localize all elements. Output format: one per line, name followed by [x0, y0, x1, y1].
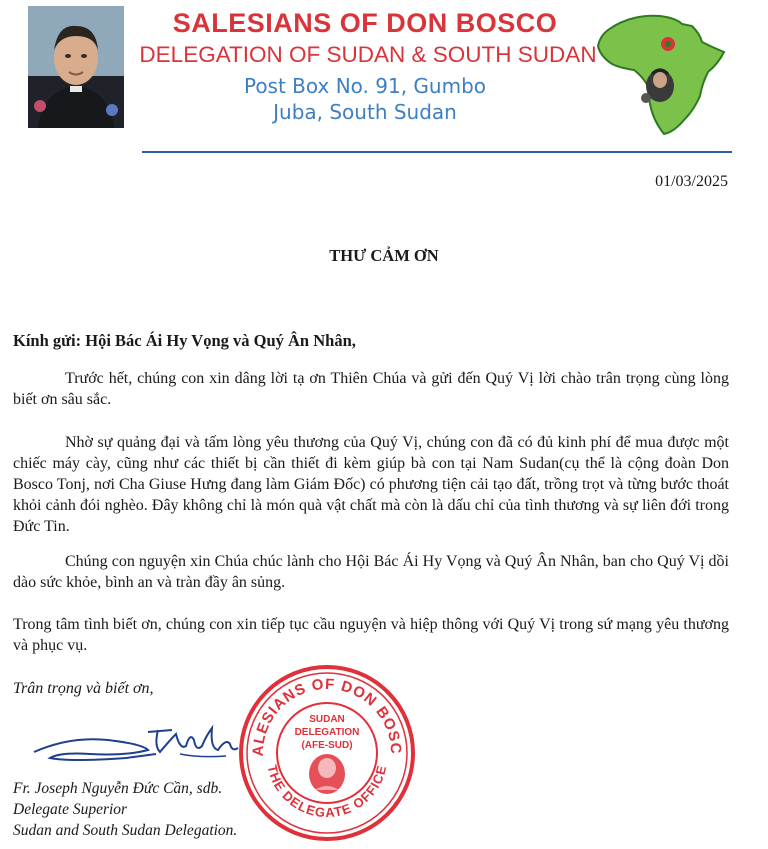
seal-outer-top: ALESIANS OF DON BOSC	[249, 675, 405, 757]
handwritten-signature	[30, 710, 255, 770]
seal-line-1: SUDAN	[309, 714, 345, 725]
signatory-role: Delegate Superior	[13, 801, 128, 818]
letter-title: THƯ CẢM ƠN	[329, 246, 439, 265]
delegation-name: DELEGATION OF SUDAN & SOUTH SUDAN	[139, 42, 597, 67]
africa-map-logo	[590, 8, 740, 138]
paragraph-1: Trước hết, chúng con xin dâng lời tạ ơn Thiên Chúa và gửi đến Quý Vị lời chào trân trọng cùng lòng biết ơn sâu sắc.	[13, 370, 729, 408]
header-divider	[142, 151, 732, 153]
don-bosco-portrait	[28, 6, 124, 128]
seal-outer-bottom: THE DELEGATE OFFICE	[264, 763, 390, 821]
address-line-1: Post Box No. 91, Gumbo	[243, 74, 487, 98]
letter-date: 01/03/2025	[655, 173, 728, 190]
signatory-name: Fr. Joseph Nguyễn Đức Cần, sdb.	[13, 780, 223, 797]
portrait-photo-icon	[28, 6, 124, 128]
paragraph-3: Chúng con nguyện xin Chúa chúc lành cho Hội Bác Ái Hy Vọng và Quý Ân Nhân, ban cho Quý Vị dồi dào sức khỏe, bình an và tràn đầy ân sủng.	[13, 553, 729, 591]
organization-name: SALESIANS OF DON BOSCO	[172, 8, 558, 38]
salutation: Kính gửi: Hội Bác Ái Hy Vọng và Quý Ân Nhân,	[13, 331, 356, 350]
signatory-delegation: Sudan and South Sudan Delegation.	[13, 822, 238, 839]
closing-line: Trân trọng và biết ơn,	[13, 680, 154, 697]
official-seal	[236, 662, 418, 844]
paragraph-4: Trong tâm tình biết ơn, chúng con xin tiếp tục cầu nguyện và hiệp thông với Quý Vị trong sứ mạng yêu thương và phục vụ.	[13, 616, 729, 654]
address-line-2: Juba, South Sudan	[273, 100, 457, 124]
seal-icon	[236, 662, 418, 844]
seal-line-3: (AFE-SUD)	[301, 740, 353, 751]
signature-icon	[30, 710, 255, 770]
paragraph-2: Nhờ sự quảng đại và tấm lòng yêu thương của Quý Vị, chúng con đã có đủ kinh phí để mua được một chiếc máy cày, cũng như các thiết bị cần thiết đi kèm giúp bà con tại Nam Sudan(cụ thể là cộng đoàn Don Bosco Tonj, nơi Cha Giuse Hưng đang làm Giám Đốc) có phương tiện cải tạo đất, trồng trọt và từng bước thoát khỏi cảnh đói nghèo. Đây không chỉ là món quà vật chất mà còn là dấu chỉ của tình thương và sự liên đới trong Đức Tin.	[13, 434, 729, 535]
seal-line-2: DELEGATION	[294, 727, 360, 738]
africa-map-icon	[590, 8, 740, 138]
